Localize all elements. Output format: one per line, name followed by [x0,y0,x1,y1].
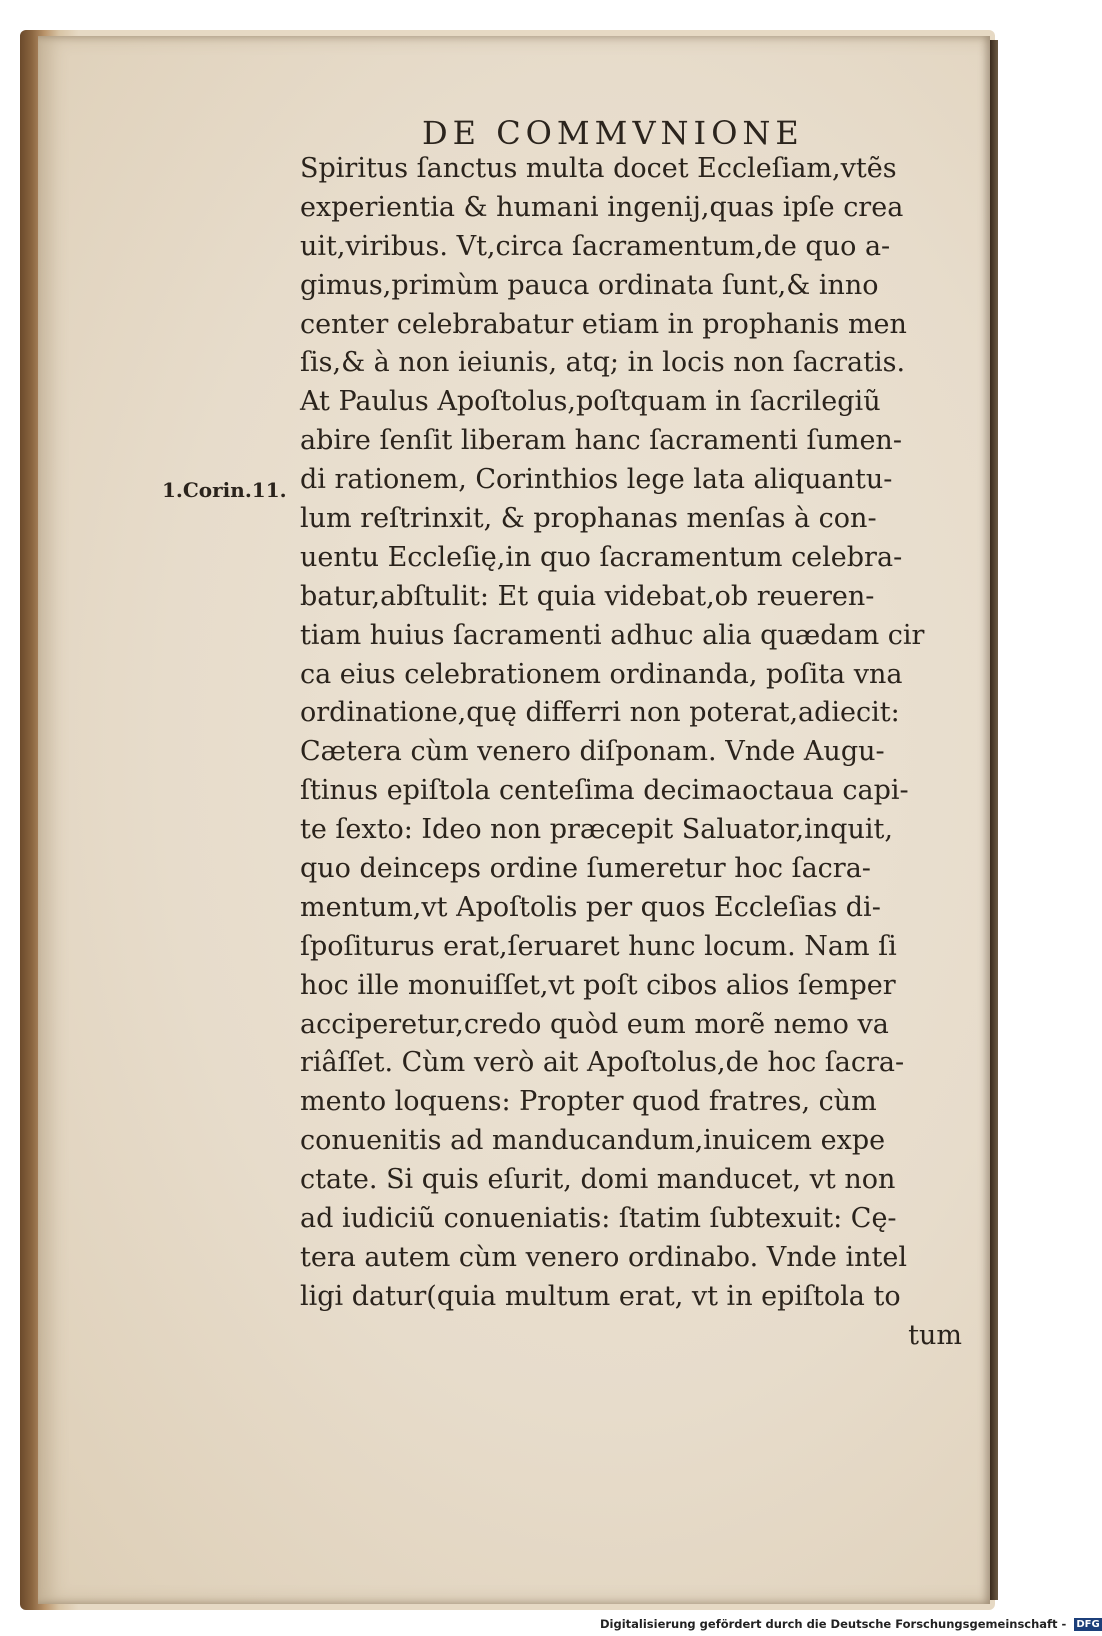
text-line: center celebrabatur etiam in prophanis men [300,308,907,340]
text-line: ctate. Si quis eſurit, domi manducet, vt non [300,1164,896,1196]
text-line: ordinatione,quę differri non poterat,adiecit: [300,697,900,729]
text-line: gimus,primùm pauca ordinata ſunt,& inno [300,269,879,301]
running-head: DE COMMVNIONE [422,114,804,152]
text-line: ca eius celebrationem ordinanda, poſita vna [300,658,903,690]
text-line: Cætera cùm venero diſponam. Vnde Augu- [300,736,885,768]
text-line: riâſſet. Cùm verò ait Apoſtolus,de hoc ſacra- [300,1047,905,1079]
text-line: mento loquens: Propter quod fratres, cùm [300,1086,877,1118]
text-line: hoc ille monuiſſet,vt poſt cibos alios ſemper [300,969,896,1001]
text-line: ad iudiciũ conueniatis: ſtatim ſubtexuit: Cę- [300,1203,897,1235]
text-line: At Paulus Apoſtolus,poſtquam in ſacrilegiũ [300,386,881,418]
text-line: conuenitis ad manducandum,inuicem expe [300,1125,886,1157]
text-line: ligi datur(quia multum erat, vt in epiſtola to [300,1280,901,1312]
text-line: experientia & humani ingenij,quas ipſe crea [300,191,904,223]
text-line: tiam huius ſacramenti adhuc alia quædam cir [300,619,925,651]
text-line: mentum,vt Apoſtolis per quos Eccleſias di- [300,891,881,923]
digitization-credit [600,1617,1102,1631]
text-line: quo deinceps ordine ſumeretur hoc ſacra- [300,853,871,885]
body-text [300,150,980,1356]
text-line: ſpoſiturus erat,ſeruaret hunc locum. Nam ſi [300,930,897,962]
text-line: acciperetur,credo quòd eum morẽ nemo va [300,1008,889,1040]
text-line: tera autem cùm venero ordinabo. Vnde intel [300,1241,907,1273]
credit-text: Digitalisierung gefördert durch die Deutsche Forschungsgemeinschaft - [600,1617,1067,1631]
dfg-logo-icon: DFG [1076,1619,1100,1630]
text-line: lum reſtrinxit, & prophanas menſas à con- [300,503,877,535]
text-line: ſtinus epiſtola centeſima decimaoctaua capi- [300,775,909,807]
text-line: te ſexto: Ideo non præcepit Saluator,inquit, [300,814,893,846]
text-line: uentu Eccleſię,in quo ſacramentum celebra- [300,541,903,573]
text-line: uit,viribus. Vt,circa ſacramentum,de quo a- [300,230,891,262]
text-line: di rationem, Corinthios lege lata aliquantu- [300,464,893,496]
margin-note: 1.Corin.11. [162,478,287,502]
text-line: abire ſenſit liberam hanc ſacramenti ſumen- [300,425,902,457]
page-right-edge [990,40,998,1600]
text-line: batur,abſtulit: Et quia videbat,ob reueren- [300,580,875,612]
text-line: ſis,& à non ieiunis, atq; in locis non ſacratis. [300,347,906,379]
text-line: Spiritus ſanctus multa docet Eccleſiam,vtẽs [300,153,897,184]
catchword: tum [908,1319,962,1351]
